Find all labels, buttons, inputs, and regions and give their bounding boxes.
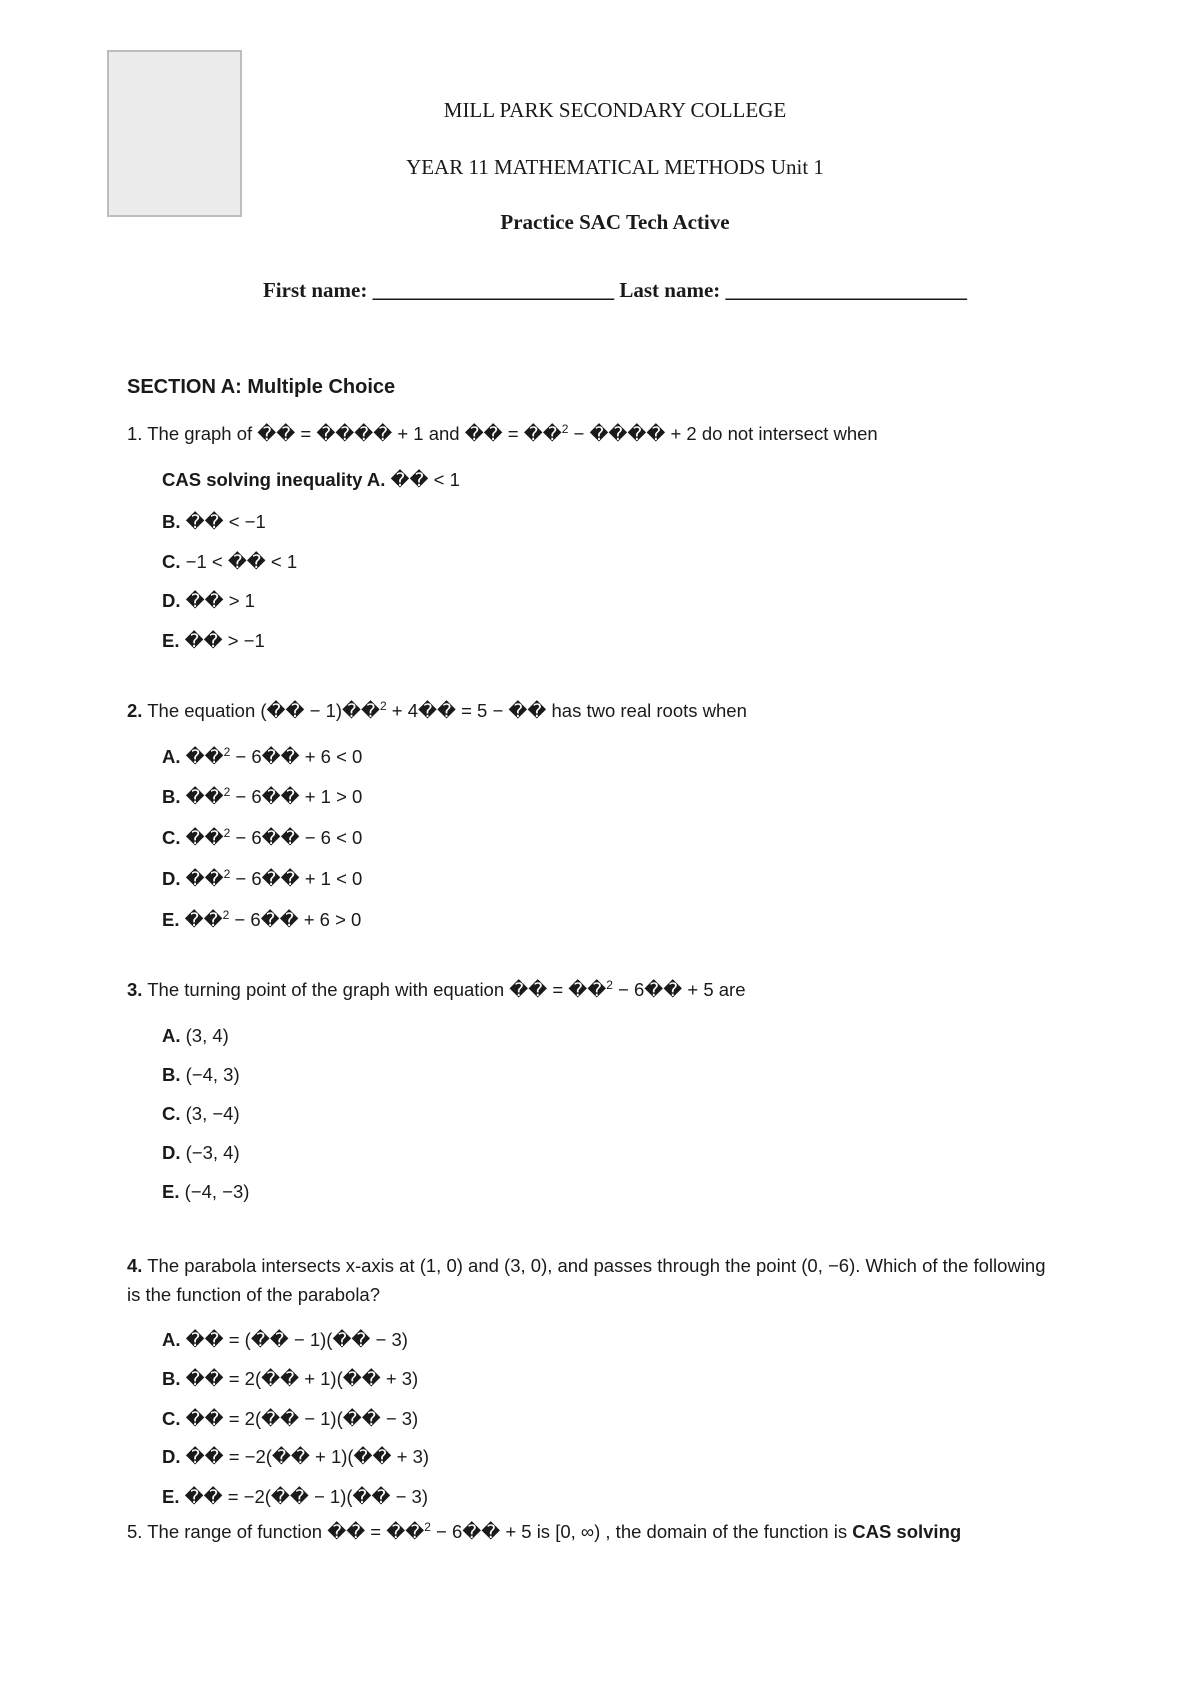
question-math: �� = ���� + 1 and �� = �� bbox=[257, 423, 562, 444]
question-text: − ���� + 2 do not intersect when bbox=[568, 423, 878, 444]
option-letter: B. bbox=[162, 786, 181, 807]
option-text: �� bbox=[179, 909, 223, 930]
question-3 bbox=[127, 979, 745, 1001]
question-number: 4. bbox=[127, 1255, 143, 1276]
option-letter: A. bbox=[162, 1025, 181, 1046]
name-fields[interactable]: First name: _______________________ Last name: _______________________ bbox=[262, 278, 968, 302]
option-text: − 6�� + 1 < 0 bbox=[230, 868, 363, 889]
option-letter: A. bbox=[162, 1329, 181, 1350]
option-3b[interactable] bbox=[162, 1064, 240, 1086]
option-text: �� = (�� − 1)(�� − 3) bbox=[180, 1329, 408, 1350]
question-5 bbox=[127, 1521, 961, 1543]
exponent: 2 bbox=[379, 698, 387, 713]
option-text: �� = −2(�� + 1)(�� + 3) bbox=[180, 1446, 430, 1467]
option-2b[interactable] bbox=[162, 786, 362, 808]
option-letter: B. bbox=[162, 511, 181, 532]
option-2a[interactable] bbox=[162, 746, 362, 768]
option-letter: D. bbox=[162, 1446, 181, 1467]
exponent: 2 bbox=[223, 866, 231, 881]
school-name: MILL PARK SECONDARY COLLEGE bbox=[443, 98, 787, 122]
exponent: 2 bbox=[424, 1519, 431, 1534]
option-letter: A. bbox=[162, 746, 181, 767]
option-letter: B. bbox=[162, 1368, 181, 1389]
option-text: �� bbox=[180, 786, 224, 807]
question-text: The parabola intersects x-axis at (1, 0) and (3, 0), and passes through the point (0, −6). Which of the following is the function of the parabola? bbox=[127, 1255, 1046, 1305]
option-letter: B. bbox=[162, 1064, 181, 1085]
option-text: − 6�� − 6 < 0 bbox=[230, 827, 363, 848]
exponent: 2 bbox=[223, 744, 231, 759]
option-2c[interactable] bbox=[162, 827, 362, 849]
option-text: �� = −2(�� − 1)(�� − 3) bbox=[179, 1486, 429, 1507]
assessment-title: Practice SAC Tech Active bbox=[500, 210, 730, 234]
logo-placeholder bbox=[107, 50, 242, 217]
option-text: (−3, 4) bbox=[180, 1142, 240, 1163]
option-text: − 6�� + 6 > 0 bbox=[229, 909, 362, 930]
option-3c[interactable] bbox=[162, 1103, 240, 1125]
option-letter: C. bbox=[162, 827, 181, 848]
option-letter: D. bbox=[162, 590, 181, 611]
question-2 bbox=[127, 700, 747, 722]
exponent: 2 bbox=[223, 825, 231, 840]
question-number: 3. bbox=[127, 979, 143, 1000]
option-text: −1 < �� < 1 bbox=[180, 551, 298, 572]
option-3e[interactable] bbox=[162, 1181, 249, 1203]
question-text: The equation (�� − 1)�� bbox=[142, 700, 380, 721]
exponent: 2 bbox=[222, 907, 230, 922]
option-text: − 6�� + 1 > 0 bbox=[230, 786, 363, 807]
section-title: SECTION A: Multiple Choice bbox=[127, 376, 396, 398]
option-text: �� bbox=[180, 746, 224, 767]
course-title: YEAR 11 MATHEMATICAL METHODS Unit 1 bbox=[406, 155, 824, 179]
option-letter: E. bbox=[162, 1486, 180, 1507]
option-4b[interactable] bbox=[162, 1368, 418, 1390]
question-number: 5. bbox=[127, 1521, 143, 1542]
option-text: �� > 1 bbox=[180, 590, 255, 611]
option-letter: E. bbox=[162, 909, 180, 930]
question-text: − 6�� + 5 are bbox=[612, 979, 746, 1000]
option-text: �� < 1 bbox=[385, 469, 460, 490]
option-text: �� < −1 bbox=[180, 511, 266, 532]
option-4d[interactable] bbox=[162, 1446, 429, 1468]
option-letter: D. bbox=[162, 868, 181, 889]
option-4e[interactable] bbox=[162, 1486, 428, 1508]
option-1d[interactable] bbox=[162, 590, 255, 612]
option-text: (3, 4) bbox=[180, 1025, 229, 1046]
option-3d[interactable] bbox=[162, 1142, 240, 1164]
option-2e[interactable] bbox=[162, 909, 361, 931]
option-letter: E. bbox=[162, 1181, 180, 1202]
question-text: The range of function �� = �� bbox=[142, 1521, 425, 1542]
question-number: 2. bbox=[127, 700, 143, 721]
option-1a[interactable] bbox=[162, 469, 460, 491]
option-2d[interactable] bbox=[162, 868, 362, 890]
option-text: �� > −1 bbox=[179, 630, 265, 651]
option-text: (−4, 3) bbox=[180, 1064, 240, 1085]
question-number: 1. bbox=[127, 423, 143, 444]
cas-note: CAS solving inequality A. bbox=[162, 469, 386, 490]
option-1b[interactable] bbox=[162, 511, 266, 533]
exponent: 2 bbox=[223, 784, 231, 799]
exponent: 2 bbox=[606, 977, 613, 992]
option-text: �� = 2(�� − 1)(�� − 3) bbox=[180, 1408, 419, 1429]
option-text: (3, −4) bbox=[180, 1103, 240, 1124]
option-letter: D. bbox=[162, 1142, 181, 1163]
option-text: (−4, −3) bbox=[179, 1181, 250, 1202]
exponent: 2 bbox=[561, 421, 569, 436]
option-letter: E. bbox=[162, 630, 180, 651]
option-4c[interactable] bbox=[162, 1408, 418, 1430]
question-text: The turning point of the graph with equation �� = �� bbox=[142, 979, 607, 1000]
option-letter: C. bbox=[162, 1103, 181, 1124]
question-4 bbox=[127, 1251, 1057, 1309]
question-text: − 6�� + 5 is [0, ∞) , the domain of the function is bbox=[430, 1521, 853, 1542]
option-letter: C. bbox=[162, 1408, 181, 1429]
option-text: �� bbox=[180, 868, 224, 889]
option-1c[interactable] bbox=[162, 551, 297, 573]
option-1e[interactable] bbox=[162, 630, 265, 652]
cas-note: CAS solving bbox=[852, 1521, 962, 1542]
question-1 bbox=[127, 423, 878, 445]
option-text: �� bbox=[180, 827, 224, 848]
option-4a[interactable] bbox=[162, 1329, 408, 1351]
question-text: + 4�� = 5 − �� has two real roots when bbox=[386, 700, 747, 721]
question-text: The graph of bbox=[142, 423, 258, 444]
option-3a[interactable] bbox=[162, 1025, 229, 1047]
option-letter: C. bbox=[162, 551, 181, 572]
option-text: �� = 2(�� + 1)(�� + 3) bbox=[180, 1368, 419, 1389]
option-text: − 6�� + 6 < 0 bbox=[230, 746, 363, 767]
